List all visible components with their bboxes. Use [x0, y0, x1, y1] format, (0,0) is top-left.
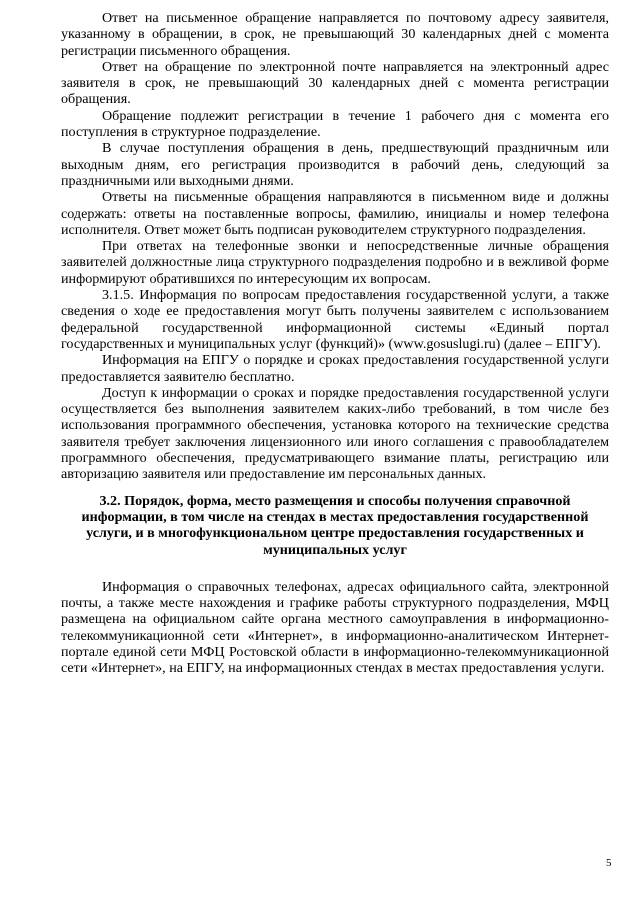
paragraph-reply-email: Ответ на обращение по электронной почте направляется на электронный адрес заявителя в срок, не превышающий 30 календарных дней с момента регистрации обращения.: [61, 58, 609, 108]
paragraph-access: Доступ к информации о сроках и порядке предоставления государственной услуги осуществляется без выполнения заявителем каких-либо требований, в том числе без использования программного обеспечения, установка которого на технические средства заявителя требует заключения лицензионного или иного соглашения с правообладателем программного обеспечения, предусматривающего взимание платы, регистрацию или авторизацию заявителя или предоставление им персональных данных.: [61, 384, 609, 483]
heading-spacer: [61, 558, 609, 579]
paragraph-3-1-5: 3.1.5. Информация по вопросам предоставления государственной услуги, а также сведения о ходе ее предоставления могут быть получены заявителем с использованием федеральной государственной информационной системы «Единый портал государственных и муниципальных услуг (функций)» (www.gosuslugi.ru) (далее – ЕПГУ).: [61, 287, 609, 352]
page-number: 5: [606, 857, 612, 869]
paragraph-written-answers: Ответы на письменные обращения направляются в письменном виде и должны содержать: ответы на поставленные вопросы, фамилию, инициалы и номер телефона исполнителя. Ответ может быть подписан руководителем структурного подразделения.: [61, 189, 609, 238]
section-heading-3-2: 3.2. Порядок, форма, место размещения и способы получения справочной информации, в том числе на стендах в местах предоставления государственной услуги, и в многофункциональном центре предоставления государственных и муниципальных услуг: [81, 492, 589, 558]
paragraph-reference-info: Информация о справочных телефонах, адресах официального сайта, электронной почты, а также месте нахождения и графике работы структурного подразделения, МФЦ размещена на официальном сайте органа местного самоуправления в информационно-телекоммуникационной сети «Интернет», в информационно-аналитическом Интернет-портале единой сети МФЦ Ростовской области в информационно-телекоммуникационной сети «Интернет», на ЕПГУ, на информационных стендах в местах предоставления услуги.: [61, 578, 609, 677]
page-body: [61, 10, 609, 677]
paragraph-reply-postal: Ответ на письменное обращение направляется по почтовому адресу заявителя, указанному в обращении, в срок, не превышающий 30 календарных дней с момента регистрации письменного обращения.: [61, 10, 609, 59]
paragraph-epgu-free: Информация на ЕПГУ о порядке и сроках предоставления государственной услуги предоставляется заявителю бесплатно.: [61, 352, 609, 385]
paragraph-holiday-registration: В случае поступления обращения в день, предшествующий праздничным или выходным дням, его регистрация производится в рабочий день, следующий за праздничными или выходными днями.: [61, 140, 609, 189]
paragraph-phone-answers: При ответах на телефонные звонки и непосредственные личные обращения заявителей должностные лица структурного подразделения подробно и в вежливой форме информируют обратившихся по интересующим их вопросам.: [61, 238, 609, 287]
paragraph-registration: Обращение подлежит регистрации в течение 1 рабочего дня с момента его поступления в структурное подразделение.: [61, 107, 609, 141]
